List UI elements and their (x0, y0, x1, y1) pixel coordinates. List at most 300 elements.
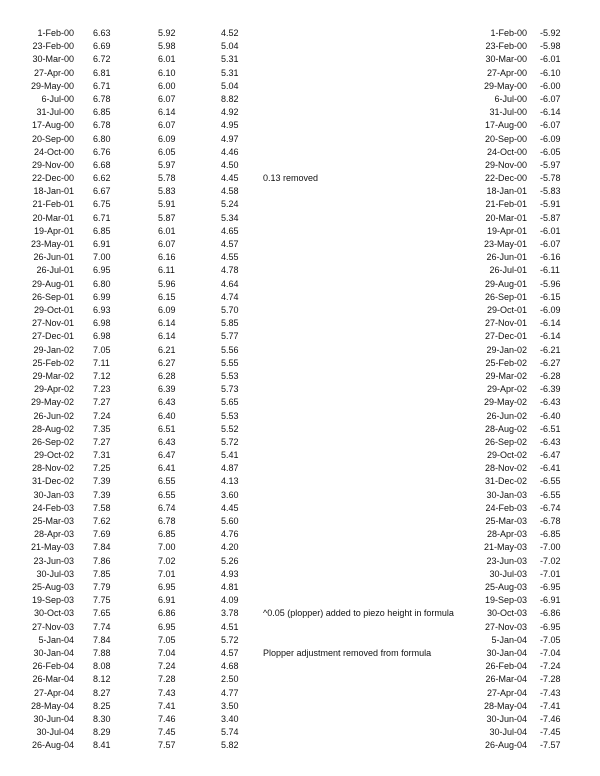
value-b-cell: 6.15 (158, 291, 176, 302)
value-a-cell: 7.39 (93, 476, 111, 487)
date-cell: 29-Oct-02 (33, 450, 74, 461)
right-date-cell: 29-May-00 (483, 80, 527, 91)
right-date-cell: 29-Aug-01 (484, 278, 527, 289)
value-c-cell: 4.51 (221, 621, 239, 632)
date-cell: 25-Mar-03 (32, 516, 74, 527)
value-c-cell: 5.56 (221, 344, 239, 355)
right-value-cell: -6.05 (540, 146, 561, 157)
right-value-cell: -7.46 (540, 713, 561, 724)
value-c-cell: 5.04 (221, 80, 239, 91)
value-b-cell: 7.45 (158, 727, 176, 738)
value-c-cell: 4.64 (221, 278, 239, 289)
right-date-cell: 27-Nov-03 (484, 621, 527, 632)
date-cell: 29-May-00 (30, 80, 74, 91)
right-value-cell: -6.95 (540, 621, 561, 632)
value-c-cell: 8.82 (221, 93, 239, 104)
right-date-cell: 25-Mar-03 (485, 516, 527, 527)
date-cell: 30-Jul-03 (36, 568, 74, 579)
right-value-cell: -7.41 (540, 700, 561, 711)
date-cell: 30-Jan-04 (33, 647, 74, 658)
value-c-cell: 4.92 (221, 107, 239, 118)
value-b-cell: 6.78 (158, 516, 176, 527)
note-cell: Plopper adjustment removed from formula (263, 647, 432, 658)
date-cell: 26-Jul-01 (36, 265, 74, 276)
value-b-cell: 6.10 (158, 67, 176, 78)
value-c-cell: 4.09 (221, 595, 239, 606)
right-date-cell: 5-Jan-04 (491, 634, 527, 645)
value-b-cell: 6.91 (158, 595, 176, 606)
right-value-cell: -6.00 (540, 80, 561, 91)
right-value-cell: -5.91 (540, 199, 561, 210)
right-value-cell: -5.96 (540, 278, 561, 289)
value-c-cell: 4.46 (221, 146, 239, 157)
value-c-cell: 4.55 (221, 252, 239, 263)
value-b-cell: 6.01 (158, 54, 176, 65)
value-c-cell: 5.24 (221, 199, 239, 210)
date-cell: 29-Apr-02 (33, 384, 74, 395)
value-c-cell: 4.50 (221, 159, 239, 170)
value-a-cell: 6.68 (93, 159, 111, 170)
date-cell: 23-Feb-00 (32, 41, 74, 52)
value-c-cell: 5.65 (221, 397, 239, 408)
right-value-cell: -6.47 (540, 450, 561, 461)
value-a-cell: 7.35 (93, 423, 111, 434)
value-c-cell: 4.77 (221, 687, 239, 698)
value-c-cell: 4.68 (221, 661, 239, 672)
date-cell: 29-Aug-01 (31, 278, 74, 289)
date-cell: 1-Feb-00 (37, 28, 74, 38)
value-b-cell: 6.28 (158, 370, 176, 381)
value-c-cell: 4.45 (221, 173, 239, 184)
value-c-cell: 3.50 (221, 700, 239, 711)
right-value-cell: -7.28 (540, 674, 561, 685)
value-c-cell: 5.82 (221, 740, 239, 751)
value-a-cell: 6.80 (93, 133, 111, 144)
right-date-cell: 23-Feb-00 (485, 41, 527, 52)
value-a-cell: 7.27 (93, 436, 111, 447)
value-c-cell: 5.72 (221, 634, 239, 645)
right-date-cell: 29-Jan-02 (486, 344, 527, 355)
value-b-cell: 5.83 (158, 186, 176, 197)
right-value-cell: -6.86 (540, 608, 561, 619)
date-cell: 26-Jun-01 (33, 252, 74, 263)
value-a-cell: 6.72 (93, 54, 111, 65)
value-b-cell: 5.78 (158, 173, 176, 184)
right-value-cell: -6.10 (540, 67, 561, 78)
right-value-cell: -7.43 (540, 687, 561, 698)
date-cell: 27-Dec-01 (31, 331, 74, 342)
right-date-cell: 30-Jan-04 (486, 647, 527, 658)
right-value-cell: -5.87 (540, 212, 561, 223)
value-a-cell: 8.25 (93, 700, 111, 711)
value-a-cell: 7.85 (93, 568, 111, 579)
value-b-cell: 6.07 (158, 120, 176, 131)
value-b-cell: 6.95 (158, 621, 176, 632)
right-date-cell: 29-Oct-01 (486, 304, 527, 315)
value-b-cell: 6.09 (158, 304, 176, 315)
value-c-cell: 4.57 (221, 239, 239, 250)
right-date-cell: 31-Dec-02 (484, 476, 527, 487)
right-date-cell: 26-Jun-01 (486, 252, 527, 263)
right-value-cell: -6.14 (540, 318, 561, 329)
value-c-cell: 4.74 (221, 291, 239, 302)
right-date-cell: 21-May-03 (483, 542, 527, 553)
date-cell: 23-May-01 (30, 239, 74, 250)
value-b-cell: 7.02 (158, 555, 176, 566)
value-c-cell: 4.58 (221, 186, 239, 197)
value-a-cell: 6.98 (93, 318, 111, 329)
value-a-cell: 6.71 (93, 80, 111, 91)
right-value-cell: -6.01 (540, 54, 561, 65)
value-a-cell: 7.69 (93, 529, 111, 540)
value-a-cell: 6.63 (93, 28, 111, 38)
right-date-cell: 27-Apr-04 (486, 687, 527, 698)
right-value-cell: -6.16 (540, 252, 561, 263)
value-c-cell: 5.70 (221, 304, 239, 315)
right-value-cell: -7.04 (540, 647, 561, 658)
value-c-cell: 4.81 (221, 581, 239, 592)
value-c-cell: 5.55 (221, 357, 239, 368)
value-a-cell: 7.62 (93, 516, 111, 527)
value-a-cell: 7.27 (93, 397, 111, 408)
value-c-cell: 4.52 (221, 28, 239, 38)
right-value-cell: -6.07 (540, 93, 561, 104)
value-c-cell: 4.95 (221, 120, 239, 131)
value-a-cell: 6.93 (93, 304, 111, 315)
value-b-cell: 6.86 (158, 608, 176, 619)
value-c-cell: 5.26 (221, 555, 239, 566)
right-value-cell: -6.55 (540, 489, 561, 500)
right-date-cell: 6-Jul-00 (494, 93, 527, 104)
value-b-cell: 5.98 (158, 41, 176, 52)
right-value-cell: -6.01 (540, 225, 561, 236)
right-date-cell: 26-Sep-01 (484, 291, 527, 302)
value-b-cell: 6.07 (158, 93, 176, 104)
value-c-cell: 5.31 (221, 67, 239, 78)
value-a-cell: 6.85 (93, 107, 111, 118)
value-a-cell: 7.84 (93, 542, 111, 553)
value-a-cell: 8.29 (93, 727, 111, 738)
date-cell: 30-Jul-04 (36, 727, 74, 738)
value-c-cell: 4.20 (221, 542, 239, 553)
value-a-cell: 7.23 (93, 384, 111, 395)
right-date-cell: 28-Aug-02 (484, 423, 527, 434)
value-a-cell: 7.25 (93, 463, 111, 474)
right-date-cell: 20-Mar-01 (485, 212, 527, 223)
right-value-cell: -5.83 (540, 186, 561, 197)
right-date-cell: 30-Jun-04 (486, 713, 527, 724)
value-b-cell: 7.04 (158, 647, 176, 658)
right-value-cell: -6.55 (540, 476, 561, 487)
right-date-cell: 27-Apr-00 (486, 67, 527, 78)
value-a-cell: 7.79 (93, 581, 111, 592)
value-b-cell: 7.41 (158, 700, 176, 711)
date-cell: 26-Jun-02 (33, 410, 74, 421)
value-c-cell: 4.93 (221, 568, 239, 579)
right-value-cell: -5.92 (540, 28, 561, 38)
date-cell: 28-Nov-02 (31, 463, 74, 474)
right-date-cell: 30-Jul-03 (489, 568, 527, 579)
date-cell: 30-Jan-03 (33, 489, 74, 500)
date-cell: 27-Nov-01 (31, 318, 74, 329)
value-b-cell: 7.01 (158, 568, 176, 579)
date-cell: 27-Nov-03 (31, 621, 74, 632)
right-date-cell: 21-Feb-01 (485, 199, 527, 210)
date-cell: 28-May-04 (30, 700, 74, 711)
date-cell: 24-Feb-03 (32, 502, 74, 513)
value-a-cell: 7.12 (93, 370, 111, 381)
date-cell: 31-Jul-00 (36, 107, 74, 118)
date-cell: 26-Mar-04 (32, 674, 74, 685)
date-cell: 29-Mar-02 (32, 370, 74, 381)
right-date-cell: 27-Nov-01 (484, 318, 527, 329)
value-c-cell: 4.97 (221, 133, 239, 144)
value-a-cell: 7.11 (93, 357, 110, 368)
value-c-cell: 4.78 (221, 265, 239, 276)
right-date-cell: 30-Mar-00 (485, 54, 527, 65)
right-value-cell: -6.95 (540, 581, 561, 592)
right-date-cell: 29-Nov-00 (484, 159, 527, 170)
value-b-cell: 6.11 (158, 265, 175, 276)
right-value-cell: -7.01 (540, 568, 561, 579)
date-cell: 20-Mar-01 (32, 212, 74, 223)
value-a-cell: 8.30 (93, 713, 111, 724)
value-a-cell: 6.78 (93, 120, 111, 131)
value-a-cell: 6.81 (93, 67, 111, 78)
right-date-cell: 24-Feb-03 (485, 502, 527, 513)
value-b-cell: 7.05 (158, 634, 176, 645)
date-cell: 27-Apr-04 (33, 687, 74, 698)
right-value-cell: -7.00 (540, 542, 561, 553)
value-a-cell: 8.41 (93, 740, 111, 751)
value-b-cell: 6.55 (158, 489, 176, 500)
right-date-cell: 26-Jul-01 (489, 265, 527, 276)
value-b-cell: 6.39 (158, 384, 176, 395)
value-b-cell: 6.14 (158, 107, 176, 118)
right-date-cell: 19-Apr-01 (486, 225, 527, 236)
date-cell: 26-Sep-02 (31, 436, 74, 447)
right-date-cell: 28-Apr-03 (486, 529, 527, 540)
right-date-cell: 26-Mar-04 (485, 674, 527, 685)
value-c-cell: 5.85 (221, 318, 239, 329)
value-c-cell: 5.34 (221, 212, 239, 223)
date-cell: 26-Feb-04 (32, 661, 74, 672)
value-b-cell: 5.97 (158, 159, 176, 170)
value-b-cell: 7.46 (158, 713, 176, 724)
date-cell: 20-Sep-00 (31, 133, 74, 144)
right-date-cell: 23-Jun-03 (486, 555, 527, 566)
value-a-cell: 7.05 (93, 344, 111, 355)
value-c-cell: 5.73 (221, 384, 239, 395)
right-date-cell: 24-Oct-00 (486, 146, 527, 157)
value-b-cell: 6.01 (158, 225, 176, 236)
value-b-cell: 5.96 (158, 278, 176, 289)
right-date-cell: 29-Apr-02 (486, 384, 527, 395)
value-a-cell: 7.00 (93, 252, 111, 263)
value-a-cell: 7.65 (93, 608, 111, 619)
date-cell: 31-Dec-02 (31, 476, 74, 487)
value-c-cell: 5.60 (221, 516, 239, 527)
value-a-cell: 6.98 (93, 331, 111, 342)
value-a-cell: 7.84 (93, 634, 111, 645)
date-cell: 29-Oct-01 (33, 304, 74, 315)
value-b-cell: 7.24 (158, 661, 176, 672)
right-date-cell: 31-Jul-00 (489, 107, 527, 118)
right-value-cell: -6.91 (540, 595, 561, 606)
value-a-cell: 6.75 (93, 199, 111, 210)
note-cell: 0.13 removed (263, 173, 319, 184)
right-value-cell: -6.51 (540, 423, 561, 434)
date-cell: 25-Feb-02 (32, 357, 74, 368)
value-b-cell: 6.43 (158, 397, 176, 408)
value-a-cell: 7.39 (93, 489, 111, 500)
right-value-cell: -6.21 (540, 344, 561, 355)
value-a-cell: 7.24 (93, 410, 111, 421)
value-a-cell: 7.86 (93, 555, 111, 566)
value-b-cell: 5.91 (158, 199, 176, 210)
date-cell: 21-May-03 (30, 542, 74, 553)
right-date-cell: 1-Feb-00 (490, 28, 527, 38)
right-value-cell: -5.98 (540, 41, 561, 52)
right-value-cell: -6.09 (540, 133, 561, 144)
right-date-cell: 30-Jul-04 (489, 727, 527, 738)
date-cell: 22-Dec-00 (31, 173, 74, 184)
date-cell: 19-Sep-03 (31, 595, 74, 606)
right-value-cell: -6.40 (540, 410, 561, 421)
right-value-cell: -7.24 (540, 661, 561, 672)
right-value-cell: -6.39 (540, 384, 561, 395)
right-date-cell: 20-Sep-00 (484, 133, 527, 144)
value-b-cell: 6.00 (158, 80, 176, 91)
value-b-cell: 6.41 (158, 463, 176, 474)
right-value-cell: -6.85 (540, 529, 561, 540)
value-b-cell: 6.43 (158, 436, 176, 447)
value-b-cell: 7.00 (158, 542, 176, 553)
right-value-cell: -6.07 (540, 120, 561, 131)
value-a-cell: 8.27 (93, 687, 111, 698)
value-a-cell: 7.58 (93, 502, 111, 513)
value-c-cell: 5.41 (221, 450, 239, 461)
value-b-cell: 6.14 (158, 331, 176, 342)
value-b-cell: 7.43 (158, 687, 176, 698)
date-cell: 18-Jan-01 (33, 186, 74, 197)
date-cell: 28-Aug-02 (31, 423, 74, 434)
date-cell: 21-Feb-01 (32, 199, 74, 210)
value-b-cell: 6.09 (158, 133, 176, 144)
value-b-cell: 6.05 (158, 146, 176, 157)
right-date-cell: 27-Dec-01 (484, 331, 527, 342)
date-cell: 6-Jul-00 (41, 93, 74, 104)
right-date-cell: 29-Mar-02 (485, 370, 527, 381)
right-value-cell: -6.14 (540, 107, 561, 118)
value-b-cell: 6.47 (158, 450, 176, 461)
right-value-cell: -7.05 (540, 634, 561, 645)
date-cell: 30-Oct-03 (33, 608, 74, 619)
date-cell: 25-Aug-03 (31, 581, 74, 592)
value-a-cell: 8.08 (93, 661, 111, 672)
value-c-cell: 3.40 (221, 713, 239, 724)
value-c-cell: 5.74 (221, 727, 239, 738)
value-a-cell: 6.69 (93, 41, 111, 52)
right-value-cell: -7.02 (540, 555, 561, 566)
date-cell: 27-Apr-00 (33, 67, 74, 78)
right-date-cell: 29-May-02 (483, 397, 527, 408)
right-value-cell: -6.41 (540, 463, 561, 474)
value-b-cell: 6.95 (158, 581, 176, 592)
value-b-cell: 6.55 (158, 476, 176, 487)
value-c-cell: 5.53 (221, 410, 239, 421)
right-date-cell: 28-May-04 (483, 700, 527, 711)
date-cell: 5-Jan-04 (38, 634, 74, 645)
right-value-cell: -6.43 (540, 436, 561, 447)
value-b-cell: 6.07 (158, 239, 176, 250)
value-b-cell: 6.27 (158, 357, 176, 368)
date-cell: 30-Mar-00 (32, 54, 74, 65)
right-value-cell: -6.14 (540, 331, 561, 342)
value-c-cell: 5.53 (221, 370, 239, 381)
right-date-cell: 19-Sep-03 (484, 595, 527, 606)
right-date-cell: 17-Aug-00 (484, 120, 527, 131)
right-value-cell: -6.07 (540, 239, 561, 250)
date-cell: 17-Aug-00 (31, 120, 74, 131)
value-b-cell: 6.85 (158, 529, 176, 540)
date-cell: 26-Aug-04 (31, 740, 74, 751)
right-value-cell: -6.74 (540, 502, 561, 513)
value-a-cell: 6.95 (93, 265, 111, 276)
right-value-cell: -7.45 (540, 727, 561, 738)
value-c-cell: 5.04 (221, 41, 239, 52)
right-date-cell: 25-Feb-02 (485, 357, 527, 368)
value-a-cell: 7.88 (93, 647, 111, 658)
date-cell: 29-Jan-02 (33, 344, 74, 355)
value-a-cell: 6.99 (93, 291, 111, 302)
date-cell: 28-Apr-03 (33, 529, 74, 540)
right-date-cell: 22-Dec-00 (484, 173, 527, 184)
date-cell: 19-Apr-01 (33, 225, 74, 236)
value-c-cell: 5.77 (221, 331, 239, 342)
right-value-cell: -6.27 (540, 357, 561, 368)
value-b-cell: 6.16 (158, 252, 176, 263)
value-b-cell: 6.40 (158, 410, 176, 421)
value-c-cell: 4.87 (221, 463, 239, 474)
date-cell: 29-Nov-00 (31, 159, 74, 170)
right-value-cell: -6.78 (540, 516, 561, 527)
value-a-cell: 7.74 (93, 621, 111, 632)
value-b-cell: 7.28 (158, 674, 176, 685)
right-value-cell: -6.15 (540, 291, 561, 302)
value-a-cell: 7.75 (93, 595, 111, 606)
right-value-cell: -6.28 (540, 370, 561, 381)
value-c-cell: 4.13 (221, 476, 239, 487)
value-b-cell: 5.92 (158, 28, 176, 38)
right-date-cell: 29-Oct-02 (486, 450, 527, 461)
date-cell: 30-Jun-04 (33, 713, 74, 724)
value-c-cell: 3.60 (221, 489, 239, 500)
value-c-cell: 4.57 (221, 647, 239, 658)
value-a-cell: 6.76 (93, 146, 111, 157)
value-b-cell: 7.57 (158, 740, 176, 751)
value-c-cell: 4.65 (221, 225, 239, 236)
value-c-cell: 4.76 (221, 529, 239, 540)
right-value-cell: -5.97 (540, 159, 561, 170)
right-date-cell: 26-Feb-04 (485, 661, 527, 672)
value-b-cell: 6.51 (158, 423, 176, 434)
right-value-cell: -7.57 (540, 740, 561, 751)
value-a-cell: 6.80 (93, 278, 111, 289)
right-date-cell: 26-Jun-02 (486, 410, 527, 421)
value-a-cell: 6.71 (93, 212, 111, 223)
value-a-cell: 6.85 (93, 225, 111, 236)
